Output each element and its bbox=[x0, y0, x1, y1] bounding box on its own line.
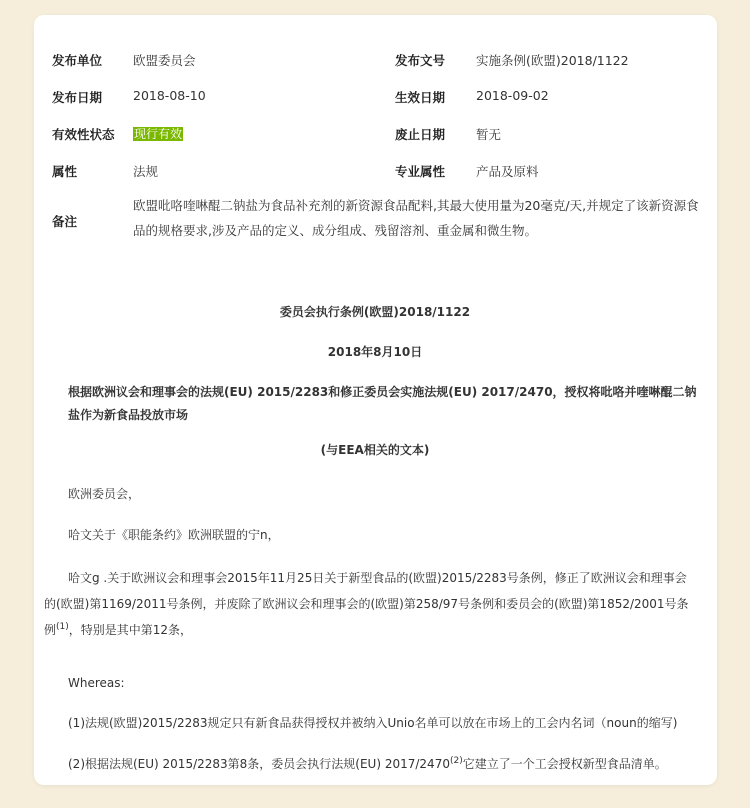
paragraph-recital-1: (1)法规(欧盟)2015/2283规定只有新食品获得授权并被纳入Unio名单可以放在市场上的工会内名词（noun的缩写) bbox=[68, 716, 678, 730]
attribute-label: 属性 bbox=[52, 164, 78, 179]
paragraph-regulation-tail: ，特别是其中第12条， bbox=[68, 623, 193, 637]
remark-value: 欧盟吡咯喹啉醌二钠盐为食品补充剂的新资源食品配料,其最大使用量为20毫克/天,并规定了该新资源食品的规格要求,涉及产品的定义、成分组成、残留溶剂、重金属和微生物。 bbox=[133, 198, 699, 238]
footnote-ref-1[interactable]: (1) bbox=[56, 622, 69, 632]
document-card bbox=[34, 15, 717, 785]
validity-value bbox=[133, 125, 183, 142]
repeal-date-label: 废止日期 bbox=[395, 127, 446, 142]
document-date: 2018年8月10日 bbox=[327, 345, 423, 359]
effective-date-value: 2018-09-02 bbox=[476, 88, 549, 103]
meta-row-validity bbox=[52, 117, 702, 154]
meta-row-remark bbox=[52, 193, 702, 251]
paragraph-recital-2-tail: 它建立了一个工会授权新型食品清单。 bbox=[462, 757, 667, 771]
special-attribute-label: 专业属性 bbox=[395, 164, 446, 179]
meta-row-publisher bbox=[52, 43, 702, 80]
meta-row-attributes bbox=[52, 154, 702, 191]
attribute-value: 法规 bbox=[133, 164, 159, 179]
publish-date-label: 发布日期 bbox=[52, 90, 103, 105]
status-badge: 现行有效 bbox=[134, 127, 183, 141]
paragraph-commission: 欧洲委员会， bbox=[68, 487, 141, 501]
effective-date-label: 生效日期 bbox=[395, 90, 446, 105]
publish-date-value: 2018-08-10 bbox=[133, 88, 206, 103]
special-attribute-value: 产品及原料 bbox=[476, 164, 539, 179]
publisher-value: 欧盟委员会 bbox=[133, 53, 196, 68]
eea-note: (与EEA相关的文本) bbox=[320, 443, 430, 457]
publisher-label: 发布单位 bbox=[52, 53, 103, 68]
doc-no-label: 发布文号 bbox=[395, 53, 446, 68]
validity-label: 有效性状态 bbox=[52, 127, 115, 142]
paragraph-recital-2 bbox=[44, 751, 694, 777]
paragraph-regulation bbox=[44, 565, 694, 643]
document-subject: 根据欧洲议会和理事会的法规(EU) 2015/2283和修正委员会实施法规(EU) 2017/2470，授权将吡咯并喹啉醌二钠盐作为新食品投放市场 bbox=[68, 385, 697, 422]
paragraph-recital-2-text: (2)根据法规(EU) 2015/2283第8条，委员会执行法规(EU) 2017/2470 bbox=[68, 757, 450, 771]
paragraph-treaty: 哈文关于《职能条约》欧洲联盟的宁n， bbox=[68, 528, 280, 542]
metadata-table bbox=[52, 43, 702, 251]
footnote-ref-2[interactable]: (2) bbox=[449, 756, 463, 766]
doc-no-value: 实施条例(欧盟)2018/1122 bbox=[476, 53, 629, 68]
meta-row-dates bbox=[52, 80, 702, 117]
paragraph-regulation-text: 哈文g .关于欧洲议会和理事会2015年11月25日关于新型食品的(欧盟)2015/2283号条例，修正了欧洲议会和理事会的(欧盟)第1169/2011号条例，并废除了欧洲议会和理事会的(欧盟)第258/97号条例和委员会的(欧盟)第1852/2001号条例 bbox=[44, 571, 689, 637]
document-title: 委员会执行条例(欧盟)2018/1122 bbox=[279, 305, 471, 319]
repeal-date-value: 暂无 bbox=[476, 127, 502, 142]
paragraph-whereas: Whereas: bbox=[68, 676, 125, 690]
remark-label: 备注 bbox=[52, 214, 78, 229]
